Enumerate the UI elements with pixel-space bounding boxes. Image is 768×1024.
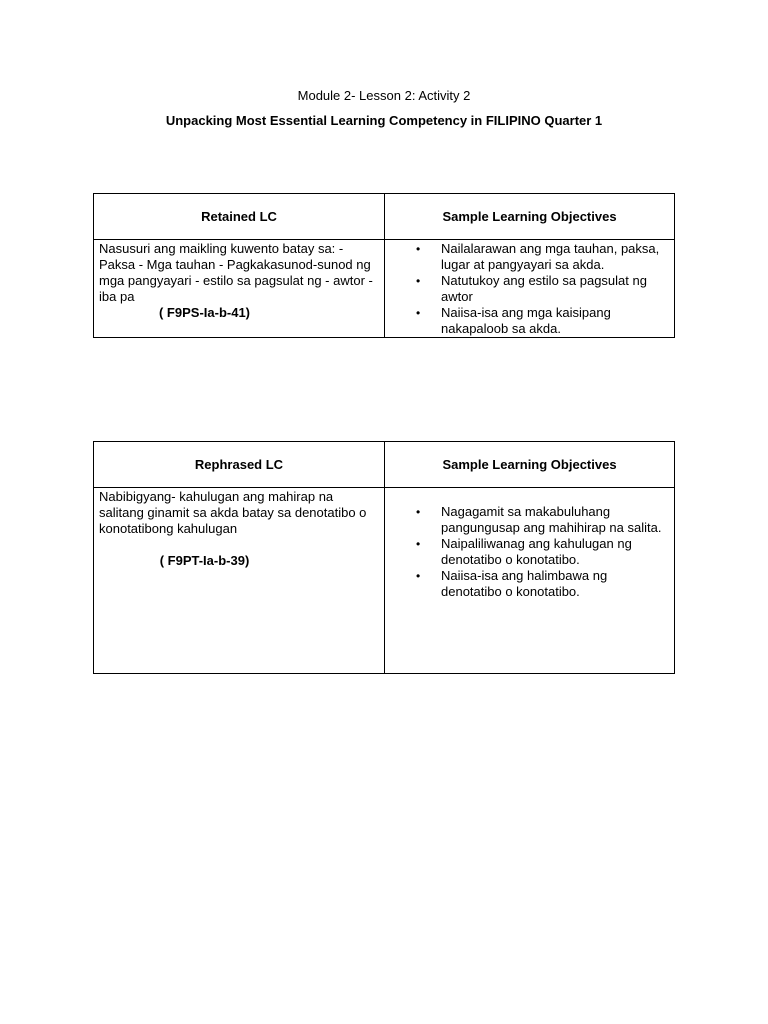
objectives-header: Sample Learning Objectives [385,442,675,488]
objectives-list [390,504,670,600]
rephrased-lc-header: Rephrased LC [94,442,385,488]
list-item: • Natutukoy ang estilo sa pagsulat ng awtor [416,273,647,304]
objectives-header: Sample Learning Objectives [385,194,675,240]
competency-code: ( F9PT-Ia-b-39) [159,553,250,568]
rephrased-lc-text: Nabibigyang- kahulugan ang mahirap na salitang ginamit sa akda batay sa denotatibo o konotatibong kahulugan [99,489,367,536]
retained-lc-table [93,193,675,338]
bullet-icon: • [416,274,421,288]
rephrased-lc-cell [94,488,385,674]
bullet-icon: • [416,505,421,519]
module-title: Module 2- Lesson 2: Activity 2 [297,88,471,103]
list-item: • Naiisa-isa ang mga kaisipang nakapaloob sa akda. [416,305,611,336]
list-item: • Naipaliliwanag ang kahulugan ng denotatibo o konotatibo. [416,536,632,567]
list-item: • Nagagamit sa makabuluhang pangungusap ang mahihirap na salita. [416,504,662,535]
objectives-list [390,241,670,337]
bullet-icon: • [416,306,421,320]
bullet-icon: • [416,569,421,583]
objectives-cell [385,488,675,674]
objectives-cell [385,240,675,338]
retained-lc-text: Nasusuri ang maikling kuwento batay sa: - Paksa - Mga tauhan - Pagkakasunod-sunod ng mga pangyayari - estilo sa pagsulat ng - awtor - iba pa [99,241,373,304]
competency-code: ( F9PS-Ia-b-41) [158,305,250,320]
document-subtitle: Unpacking Most Essential Learning Competency in FILIPINO Quarter 1 [165,113,603,128]
list-item: • Naiisa-isa ang halimbawa ng denotatibo o konotatibo. [416,568,608,599]
retained-lc-cell [94,240,385,338]
rephrased-lc-table [93,441,675,674]
bullet-icon: • [416,537,421,551]
retained-lc-header: Retained LC [94,194,385,240]
list-item: • Nailalarawan ang mga tauhan, paksa, lugar at pangyayari sa akda. [416,241,660,272]
bullet-icon: • [416,242,421,256]
